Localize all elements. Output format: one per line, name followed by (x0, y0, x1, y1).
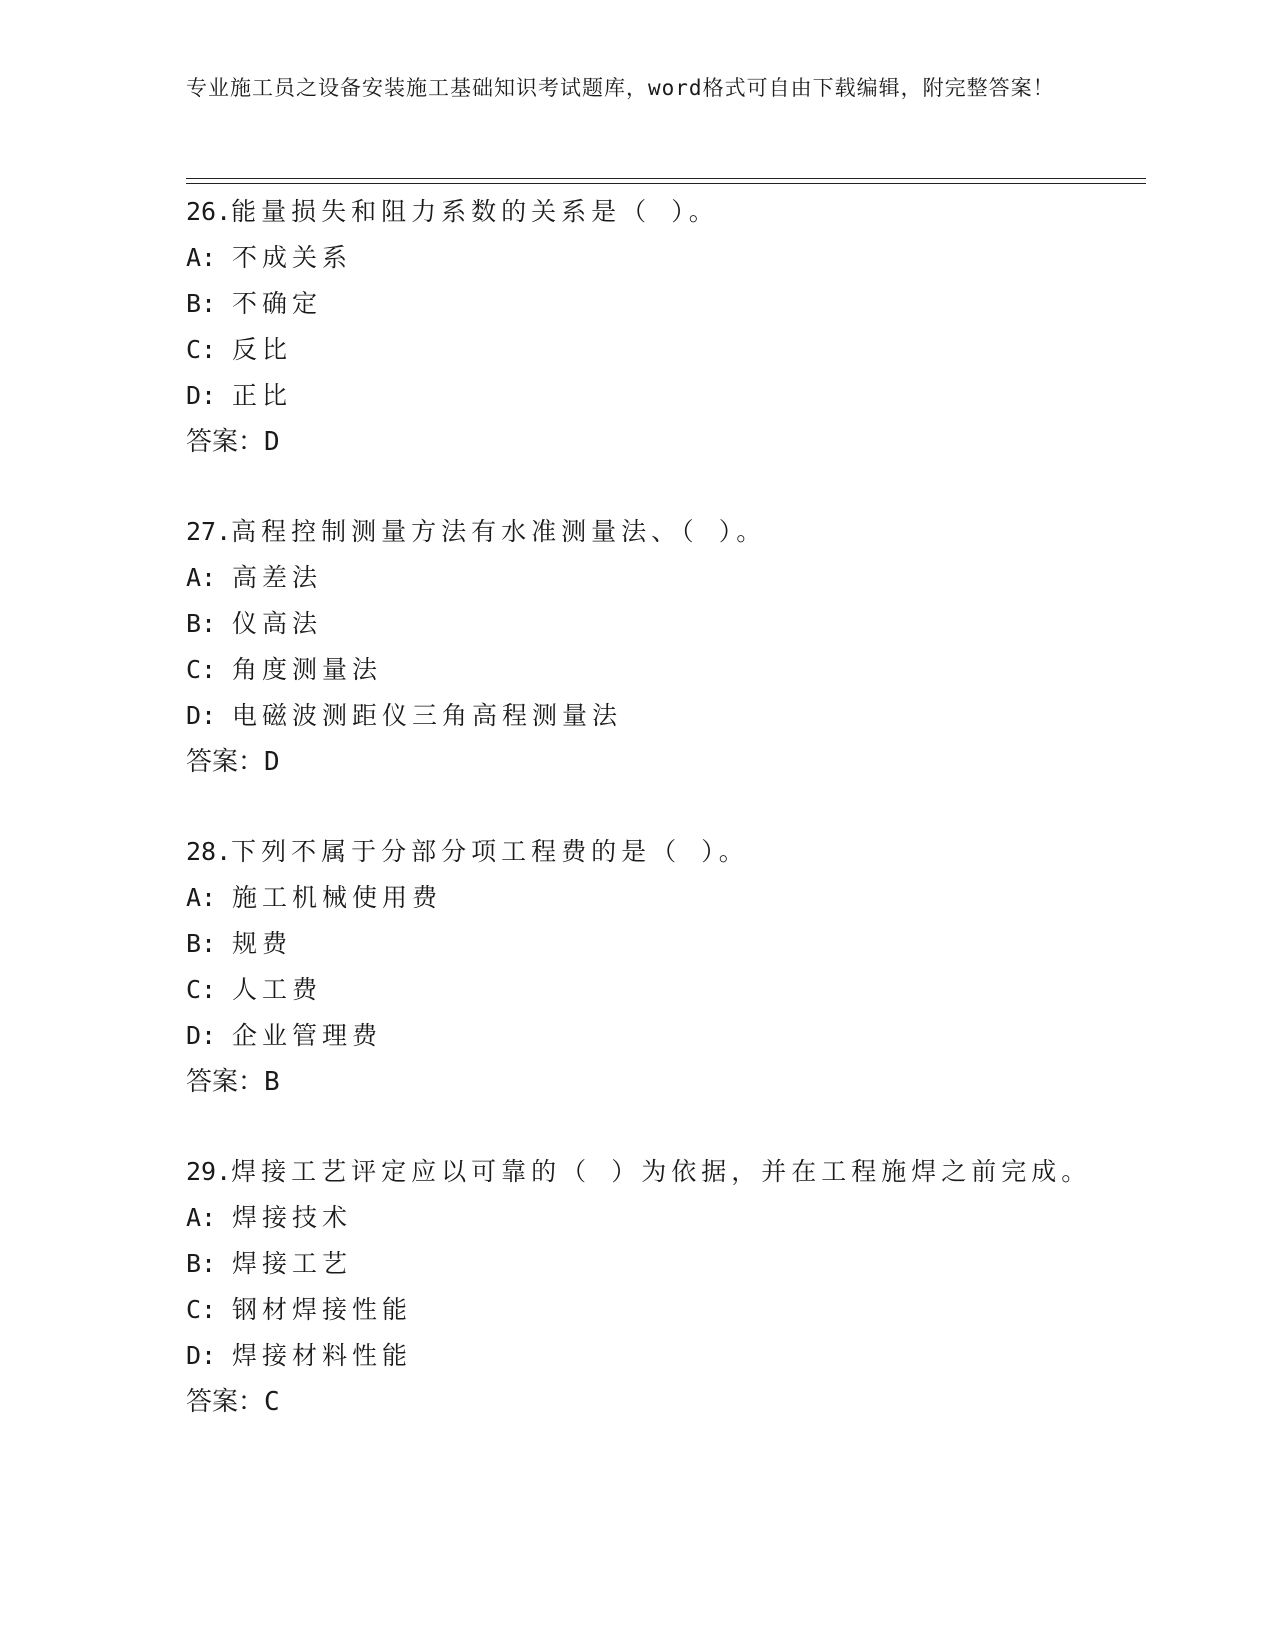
option-text: 高差法 (232, 563, 323, 592)
option-a (186, 235, 1146, 281)
option-text: 不确定 (232, 289, 323, 318)
question-text: 高程控制测量方法有水准测量法、（ ）。 (231, 517, 767, 546)
answer-line (186, 739, 1146, 785)
option-letter: B: (186, 609, 217, 638)
option-text: 焊接技术 (232, 1203, 353, 1232)
answer-value: B (264, 1067, 280, 1097)
answer-value: D (264, 747, 280, 777)
option-d (186, 693, 1146, 739)
option-letter: B: (186, 289, 217, 318)
question-stem (186, 189, 1146, 235)
question-list (186, 189, 1146, 1469)
question-number: 26. (186, 197, 232, 226)
question-26 (186, 189, 1146, 509)
option-letter: A: (186, 1203, 217, 1232)
option-text: 角度测量法 (232, 655, 383, 684)
option-letter: D: (186, 701, 217, 730)
answer-label: 答案： (186, 1387, 265, 1417)
option-text: 人工费 (232, 975, 323, 1004)
option-a (186, 555, 1146, 601)
question-stem (186, 1149, 1146, 1195)
option-c (186, 327, 1146, 373)
option-b (186, 601, 1146, 647)
header-rule-bottom (186, 183, 1146, 184)
option-text: 施工机械使用费 (232, 883, 443, 912)
question-number: 28. (186, 837, 232, 866)
option-letter: A: (186, 563, 217, 592)
question-28 (186, 829, 1146, 1149)
option-letter: A: (186, 243, 217, 272)
document-header: 专业施工员之设备安装施工基础知识考试题库，word格式可自由下载编辑，附完整答案！ (186, 76, 1055, 100)
answer-value: C (264, 1387, 280, 1417)
header-rule-top (186, 178, 1146, 179)
option-letter: C: (186, 655, 217, 684)
option-letter: C: (186, 975, 217, 1004)
option-letter: D: (186, 1341, 217, 1370)
option-a (186, 1195, 1146, 1241)
option-text: 反比 (232, 335, 293, 364)
option-b (186, 1241, 1146, 1287)
question-text: 能量损失和阻力系数的关系是（ ）。 (231, 197, 719, 226)
option-text: 正比 (232, 381, 293, 410)
answer-line (186, 1059, 1146, 1105)
option-letter: B: (186, 929, 217, 958)
option-b (186, 921, 1146, 967)
answer-value: D (264, 427, 280, 457)
question-29 (186, 1149, 1146, 1469)
answer-label: 答案： (186, 1067, 265, 1097)
option-text: 不成关系 (232, 243, 353, 272)
answer-label: 答案： (186, 427, 265, 457)
option-text: 焊接工艺 (232, 1249, 353, 1278)
question-stem (186, 509, 1146, 555)
answer-line (186, 419, 1146, 465)
option-text: 电磁波测距仪三角高程测量法 (232, 701, 623, 730)
question-text: 焊接工艺评定应以可靠的（ ）为依据，并在工程施焊之前完成。 (231, 1157, 1092, 1186)
question-stem (186, 829, 1146, 875)
option-a (186, 875, 1146, 921)
option-letter: C: (186, 1295, 217, 1324)
option-text: 仪高法 (232, 609, 323, 638)
option-b (186, 281, 1146, 327)
option-text: 钢材焊接性能 (232, 1295, 413, 1324)
option-letter: B: (186, 1249, 217, 1278)
option-letter: D: (186, 381, 217, 410)
answer-label: 答案： (186, 747, 265, 777)
answer-line (186, 1379, 1146, 1425)
option-c (186, 967, 1146, 1013)
option-c (186, 647, 1146, 693)
option-letter: D: (186, 1021, 217, 1050)
option-text: 规费 (232, 929, 293, 958)
option-text: 焊接材料性能 (232, 1341, 413, 1370)
option-letter: A: (186, 883, 217, 912)
question-text: 下列不属于分部分项工程费的是（ ）。 (231, 837, 749, 866)
option-d (186, 1333, 1146, 1379)
option-d (186, 373, 1146, 419)
question-number: 29. (186, 1157, 232, 1186)
option-d (186, 1013, 1146, 1059)
option-letter: C: (186, 335, 217, 364)
option-c (186, 1287, 1146, 1333)
question-27 (186, 509, 1146, 829)
question-number: 27. (186, 517, 232, 546)
option-text: 企业管理费 (232, 1021, 383, 1050)
